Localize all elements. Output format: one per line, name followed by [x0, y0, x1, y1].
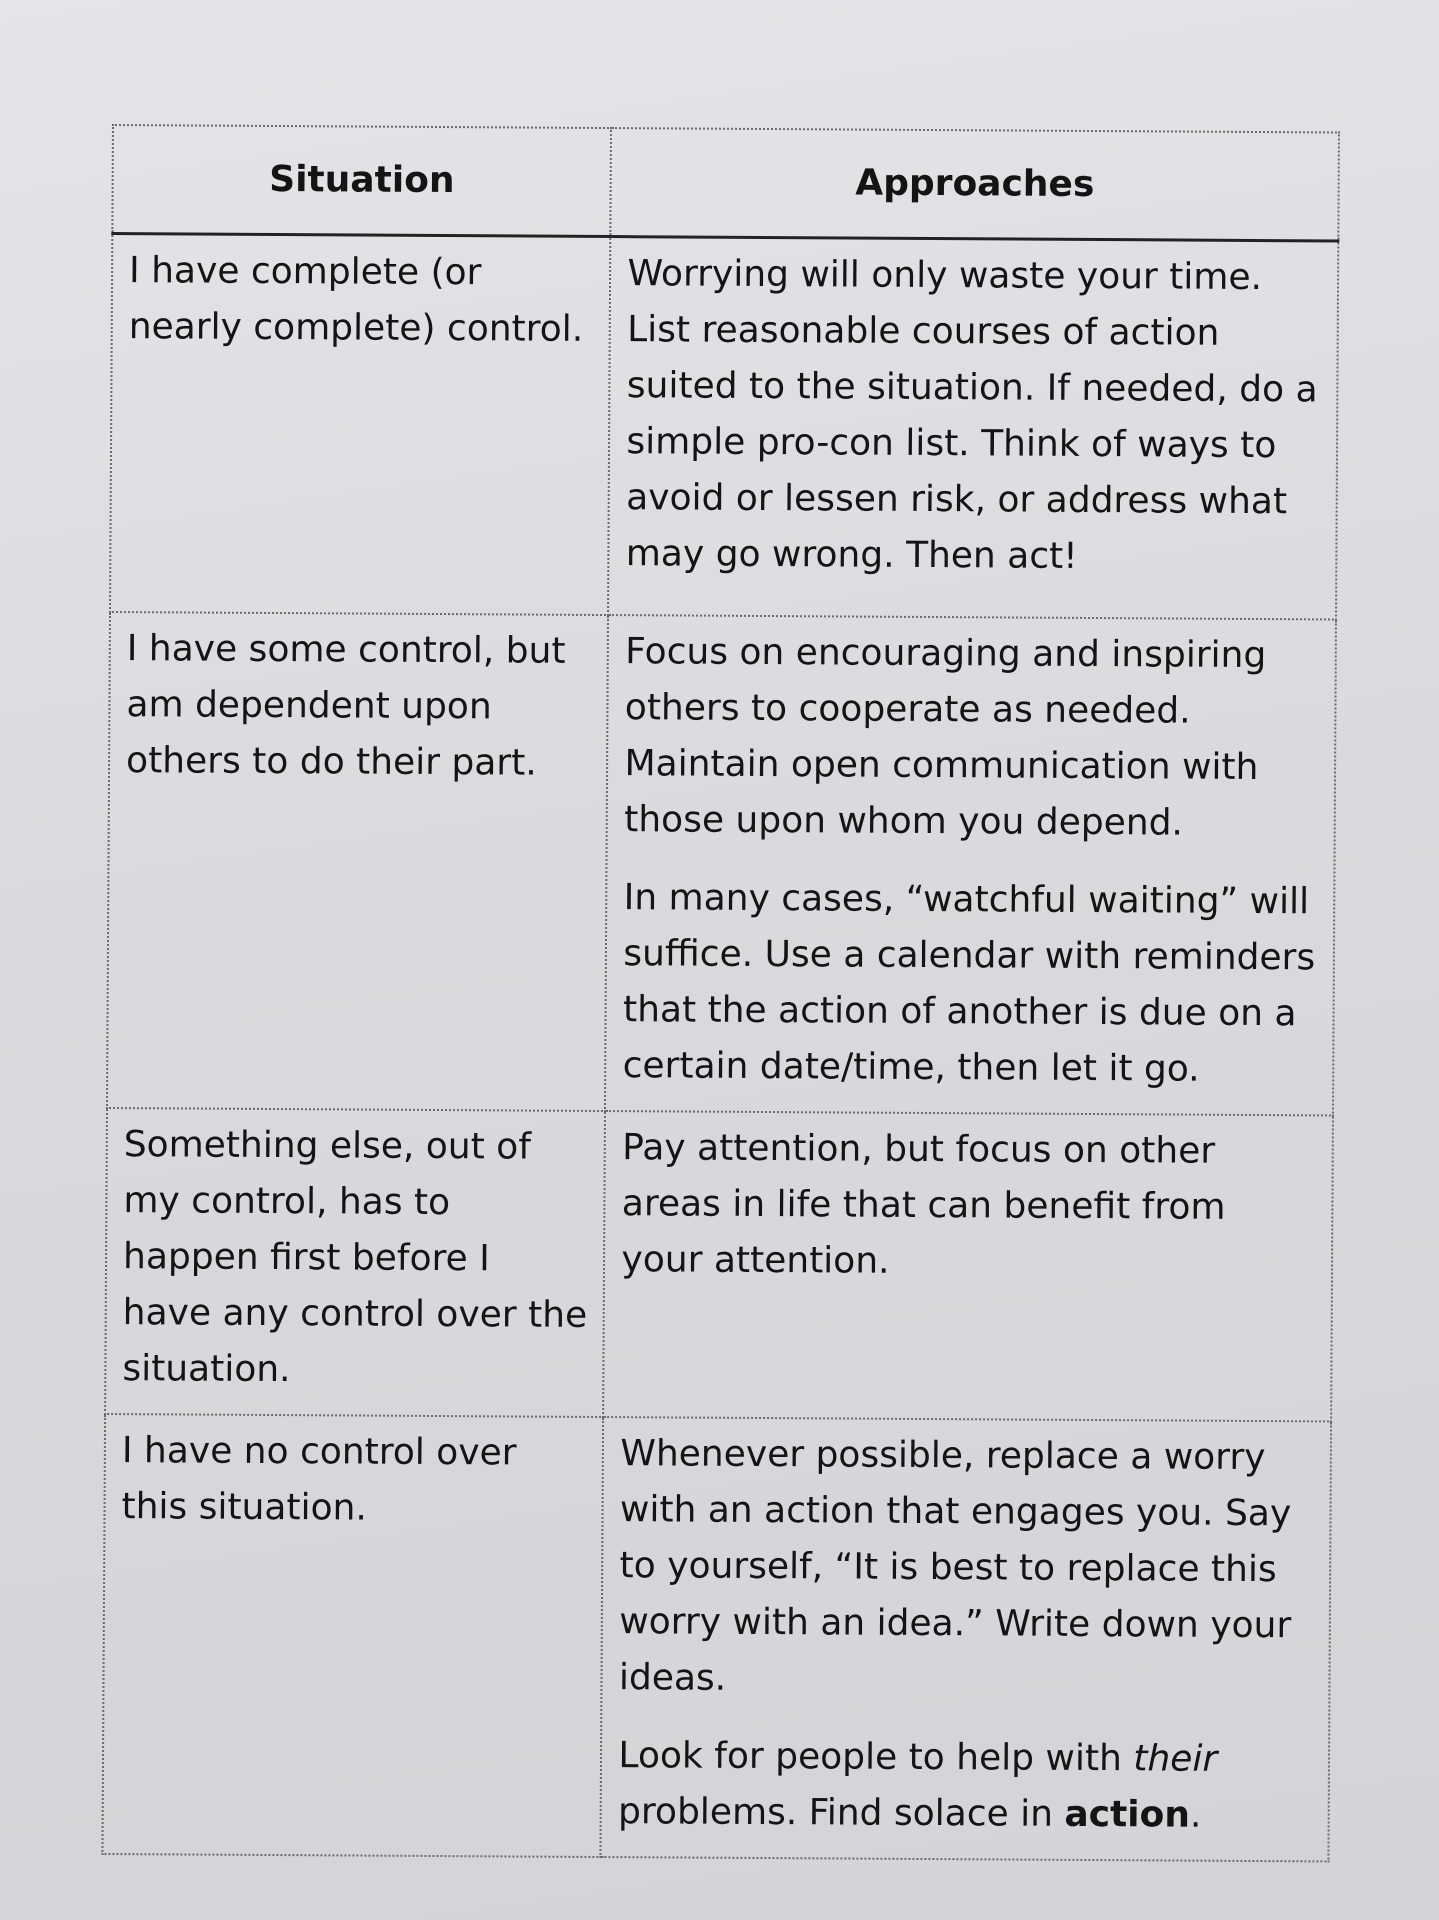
approach-text-part: problems. Find solace in	[617, 1791, 1065, 1835]
approach-cell	[601, 1417, 1331, 1861]
approach-paragraph: Whenever possible, replace a worry with an action that engages you. Say to yourself, “It is best to replace this worry with an idea.” Write down your ideas.	[618, 1433, 1292, 1699]
table-row	[107, 612, 1336, 1115]
situation-cell	[102, 1414, 603, 1857]
approach-paragraph-emphasis	[618, 1728, 1312, 1844]
header-approaches: Approaches	[611, 128, 1339, 241]
situation-text: I have complete (or nearly complete) control.	[128, 250, 584, 350]
situation-text: I have no control over this situation.	[121, 1430, 517, 1529]
situation-approaches-table	[101, 124, 1340, 1862]
bold-emphasis: action	[1064, 1793, 1191, 1836]
table-row	[102, 1414, 1331, 1861]
italic-emphasis: their	[1133, 1738, 1218, 1780]
situation-text: I have some control, but am dependent upon others to do their part.	[125, 628, 566, 784]
approach-text-part: .	[1189, 1794, 1202, 1836]
table-header-row	[112, 125, 1339, 241]
situation-cell	[105, 1108, 605, 1417]
approach-cell	[604, 1111, 1333, 1421]
situation-cell	[107, 612, 608, 1111]
approach-paragraph: In many cases, “watchful waiting” will suffice. Use a calendar with reminders that the action of another is due on a certain date/time, then let it go.	[622, 877, 1316, 1090]
table-row	[105, 1108, 1333, 1421]
situation-text: Something else, out of my control, has to happen first before I have any control over the situation.	[122, 1124, 588, 1391]
table-row	[110, 234, 1338, 620]
bleed-through-text-1	[150, 28, 159, 58]
approach-text-part: Look for people to help with	[618, 1735, 1134, 1780]
header-situation: Situation	[112, 125, 611, 237]
situation-cell	[110, 234, 611, 616]
approach-paragraph: Focus on encouraging and inspiring others to cooperate as needed. Maintain open communication with those upon whom you depend.	[624, 631, 1267, 844]
approach-paragraph: Worrying will only waste your time. List reasonable courses of action suited to the situation. If needed, do a simple pro-con list. Think of ways to avoid or lessen risk, or address what may go wrong. Then act!	[625, 253, 1318, 577]
approach-paragraph: Pay attention, but focus on other areas in life that can benefit from your attention.	[621, 1127, 1226, 1282]
approach-cell	[605, 615, 1336, 1115]
approach-cell	[608, 237, 1338, 620]
